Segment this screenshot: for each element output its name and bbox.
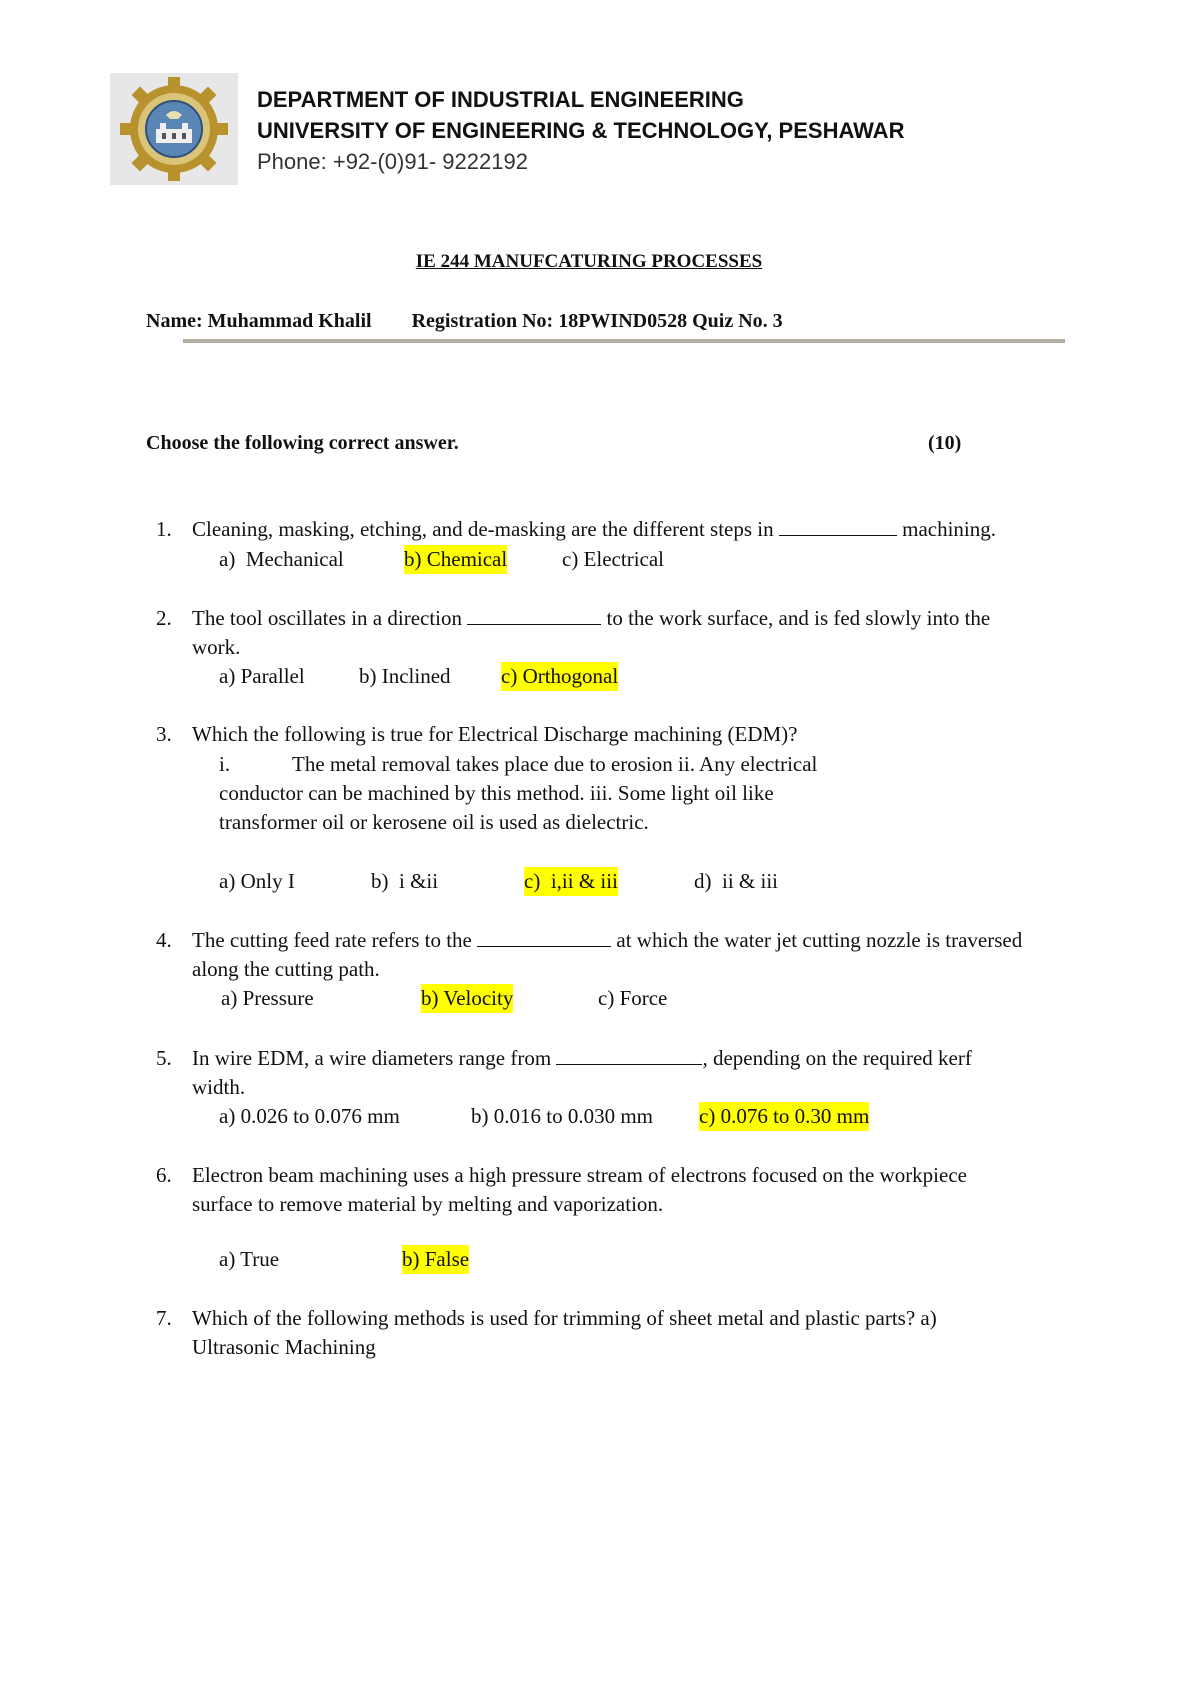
answer-blank	[477, 926, 611, 947]
question-1-option-c[interactable]: c) Electrical	[562, 547, 665, 571]
question-6-option-a[interactable]: a) True	[219, 1247, 280, 1271]
phone-number: Phone: +92-(0)91- 9222192	[257, 149, 528, 174]
question-5-number: 5.	[156, 1046, 172, 1070]
student-name: Name: Muhammad Khalil	[146, 310, 372, 332]
question-4-option-c[interactable]: c) Force	[598, 986, 668, 1010]
question-3-option-d[interactable]: d) ii & iii	[694, 869, 778, 893]
question-3-option-c-selected[interactable]: c) i,ii & iii	[524, 867, 618, 896]
question-5-text: In wire EDM, a wire diameters range from , depending on the required kerf width.	[192, 1046, 972, 1099]
question-4-text: The cutting feed rate refers to the at which the water jet cutting nozzle is traversed along the cutting path.	[192, 928, 1023, 981]
answer-blank	[467, 604, 601, 625]
question-5-option-b[interactable]: b) 0.016 to 0.030 mm	[471, 1104, 653, 1128]
question-2-option-c-selected[interactable]: c) Orthogonal	[501, 662, 618, 691]
registration-number: Registration No: 18PWIND0528 Quiz No. 3	[411, 310, 783, 332]
question-6-text: Electron beam machining uses a high pressure stream of electrons focused on the workpiece surface to remove material by melting and vaporization.	[192, 1163, 967, 1216]
question-1-option-a[interactable]: a) Mechanical	[219, 547, 344, 571]
question-4-number: 4.	[156, 928, 172, 952]
question-3-statement-line2: conductor can be machined by this method. iii. Some light oil like	[219, 781, 774, 805]
question-1-number: 1.	[156, 517, 172, 541]
answer-blank	[779, 515, 897, 536]
question-2-number: 2.	[156, 606, 172, 630]
question-1-text: Cleaning, masking, etching, and de-masking are the different steps in machining.	[192, 517, 997, 541]
university-name: UNIVERSITY OF ENGINEERING & TECHNOLOGY, PESHAWAR	[257, 118, 905, 143]
question-7-text: Which of the following methods is used for trimming of sheet metal and plastic parts? a) Ultrasonic Machining	[192, 1306, 937, 1359]
total-marks: (10)	[928, 432, 962, 454]
question-3-statement-line1: The metal removal takes place due to erosion ii. Any electrical	[292, 752, 818, 776]
question-3-option-a[interactable]: a) Only I	[219, 869, 295, 893]
answer-blank	[556, 1044, 702, 1065]
course-title: IE 244 MANUFCATURING PROCESSES	[415, 251, 763, 272]
question-6-option-b-selected[interactable]: b) False	[402, 1245, 469, 1274]
question-3-text: Which the following is true for Electrical Discharge machining (EDM)?	[192, 722, 798, 746]
instructions: Choose the following correct answer.	[146, 432, 459, 454]
question-7-number: 7.	[156, 1306, 172, 1330]
university-logo	[110, 73, 238, 185]
question-5-option-c-selected[interactable]: c) 0.076 to 0.30 mm	[699, 1102, 869, 1131]
question-6-number: 6.	[156, 1163, 172, 1187]
divider	[183, 339, 1065, 343]
letterhead	[257, 84, 904, 177]
question-2-text: The tool oscillates in a direction to the work surface, and is fed slowly into the work.	[192, 606, 991, 659]
department-name: DEPARTMENT OF INDUSTRIAL ENGINEERING	[257, 87, 744, 112]
question-3-option-b[interactable]: b) i &ii	[371, 869, 439, 893]
question-3-number: 3.	[156, 722, 172, 746]
question-2-option-b[interactable]: b) Inclined	[359, 664, 451, 688]
student-info	[146, 310, 783, 333]
question-2-option-a[interactable]: a) Parallel	[219, 664, 305, 688]
question-4-option-b-selected[interactable]: b) Velocity	[421, 984, 513, 1013]
question-4-option-a[interactable]: a) Pressure	[221, 986, 314, 1010]
question-1-option-b-selected[interactable]: b) Chemical	[404, 545, 507, 574]
question-5-option-a[interactable]: a) 0.026 to 0.076 mm	[219, 1104, 400, 1128]
question-3-statement-line3: transformer oil or kerosene oil is used as dielectric.	[219, 810, 649, 834]
question-3-statement-num: i.	[219, 752, 231, 776]
